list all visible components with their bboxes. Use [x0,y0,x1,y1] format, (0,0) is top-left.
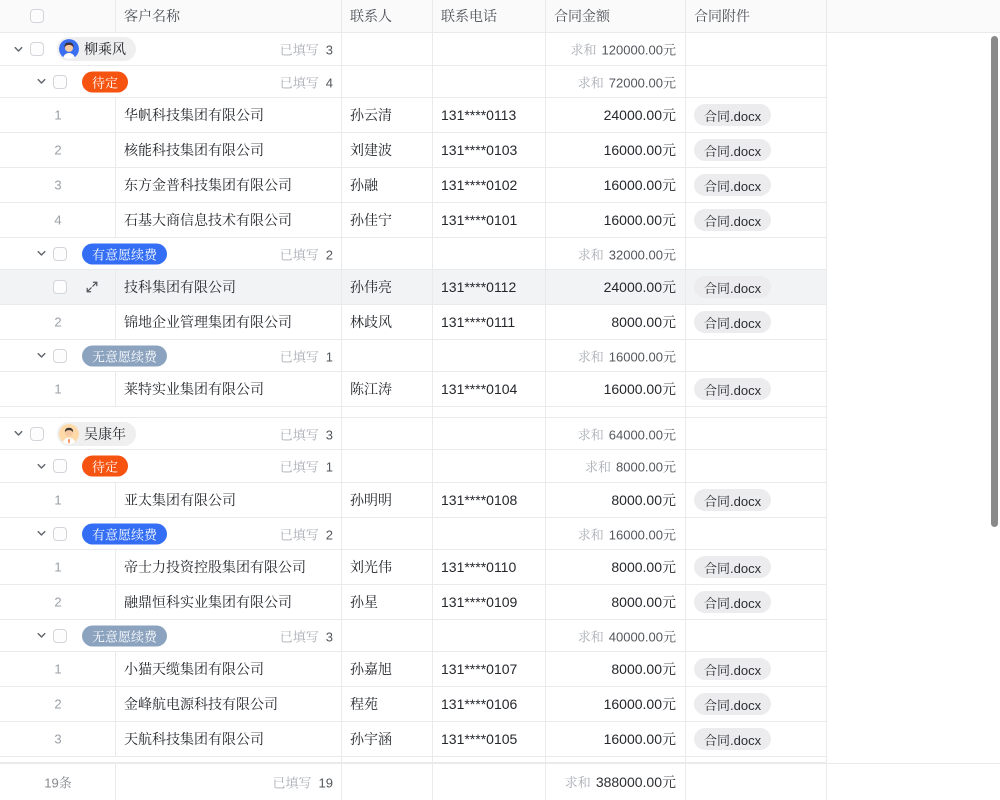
row-number: 1 [54,381,62,397]
subgroup-row[interactable] [0,620,827,652]
customer-name: 天航科技集团有限公司 [124,731,264,747]
footer-sum: 求和 388000.00元 [564,774,676,790]
table-row[interactable] [0,133,827,168]
customer-name: 石基大商信息技术有限公司 [124,212,292,228]
customer-name: 莱特实业集团有限公司 [124,381,264,397]
subgroup-checkbox[interactable] [53,629,67,643]
group-spacer [0,407,827,418]
table-row[interactable] [0,550,827,585]
row-number: 1 [54,107,62,123]
attachment-chip[interactable]: 合同.docx [694,311,771,333]
subgroup-row[interactable] [0,518,827,550]
group-sum: 求和 120000.00元 [570,42,676,58]
subgroup-sum: 求和 16000.00元 [577,527,676,542]
header-select-column [0,0,116,32]
subgroup-collapse-toggle[interactable] [35,76,47,88]
group-collapse-toggle[interactable] [12,428,24,440]
row-number: 2 [54,594,62,610]
person-name: 吴康年 [84,425,126,442]
footer-filled-cell [116,764,342,800]
chevron-down-icon [13,44,24,55]
status-badge: 待定 [82,456,128,477]
table-row[interactable] [0,722,827,757]
contact-phone: 131****0108 [441,492,518,508]
contact-phone: 131****0102 [441,177,518,193]
table-footer [0,763,1000,800]
subgroup-collapse-toggle[interactable] [35,350,47,362]
status-badge: 有意愿续费 [82,523,167,544]
contract-amount: 8000.00元 [611,661,676,677]
column-header-contact[interactable]: 联系人 [342,0,433,32]
row-number: 3 [54,177,62,193]
subgroup-checkbox[interactable] [53,247,67,261]
contact-phone: 131****0111 [441,314,516,330]
row-number: 3 [54,731,62,747]
column-header-amount[interactable]: 合同金额 [546,0,686,32]
chevron-down-icon [36,461,47,472]
expand-record-icon [85,280,99,294]
attachment-chip[interactable]: 合同.docx [694,556,771,578]
table-row[interactable] [0,372,827,407]
contact-name: 孙云清 [350,107,392,123]
table-row[interactable] [0,585,827,620]
contact-phone: 131****0101 [441,212,518,228]
subgroup-sum: 求和 40000.00元 [577,629,676,644]
subgroup-sum: 求和 72000.00元 [577,75,676,90]
customer-name: 核能科技集团有限公司 [124,142,264,158]
filled-count: 已填写 1 [279,459,333,475]
column-header-customer-name[interactable]: 客户名称 [116,0,342,32]
table-row[interactable] [0,687,827,722]
chevron-down-icon [36,350,47,361]
record-count: 19条 [44,775,72,791]
table-row[interactable] [0,652,827,687]
chevron-down-icon [36,630,47,641]
table-header [0,0,1000,33]
contact-phone: 131****0107 [441,661,518,677]
subgroup-checkbox[interactable] [53,527,67,541]
group-row[interactable] [0,418,827,450]
contract-amount: 16000.00元 [603,142,676,158]
subgroup-checkbox[interactable] [53,459,67,473]
customer-name: 亚太集团有限公司 [124,492,236,508]
subgroup-collapse-toggle[interactable] [35,248,47,260]
contract-amount: 8000.00元 [611,492,676,508]
contract-amount: 24000.00元 [603,279,676,295]
contract-amount: 16000.00元 [603,177,676,193]
subgroup-collapse-toggle[interactable] [35,528,47,540]
avatar-male [59,424,79,444]
contract-amount: 16000.00元 [603,212,676,228]
contact-name: 孙伟亮 [350,279,392,295]
attachment-chip[interactable]: 合同.docx [694,139,771,161]
footer-record-count-cell [0,764,116,800]
subgroup-collapse-toggle[interactable] [35,460,47,472]
filled-count: 已填写 3 [279,42,333,58]
table-row[interactable] [0,168,827,203]
table-row[interactable] [0,483,827,518]
contact-name: 陈江涛 [350,381,392,397]
contact-name: 程苑 [350,696,378,712]
customer-name: 小猫天缆集团有限公司 [124,661,264,677]
subgroup-checkbox[interactable] [53,75,67,89]
attachment-chip[interactable]: 合同.docx [694,693,771,715]
contact-name: 孙明明 [350,492,392,508]
row-number: 1 [54,492,62,508]
subgroup-sum: 求和 8000.00元 [584,459,676,475]
customer-name: 技科集团有限公司 [124,279,236,295]
status-badge: 待定 [82,71,128,92]
person-name: 柳乘风 [84,41,126,57]
contact-phone: 131****0104 [441,381,518,397]
filled-count: 已填写 2 [279,527,333,542]
status-badge: 无意愿续费 [82,625,167,646]
chevron-down-icon [36,76,47,87]
contact-name: 孙宇涵 [350,731,392,747]
expand-record-button[interactable] [85,280,99,294]
filled-count: 已填写 3 [279,629,333,644]
contract-amount: 8000.00元 [611,594,676,610]
filled-count: 已填写 3 [279,427,333,442]
table-row[interactable] [0,98,827,133]
subgroup-row[interactable] [0,450,827,483]
contact-phone: 131****0105 [441,731,518,747]
contact-name: 孙佳宁 [350,212,392,228]
customer-name: 华帆科技集团有限公司 [124,107,264,123]
table-row[interactable] [0,270,827,305]
contact-name: 刘光伟 [350,559,392,575]
subgroup-row[interactable] [0,66,827,98]
chevron-down-icon [36,248,47,259]
attachment-chip[interactable]: 合同.docx [694,276,771,298]
contact-name: 林歧风 [350,314,392,330]
attachment-chip[interactable]: 合同.docx [694,174,771,196]
group-collapse-toggle[interactable] [12,43,24,55]
subgroup-sum: 求和 16000.00元 [577,349,676,364]
contact-name: 孙融 [350,177,378,193]
person-chip [57,422,136,446]
attachment-chip[interactable]: 合同.docx [694,209,771,231]
subgroup-row[interactable] [0,340,827,372]
select-all-checkbox[interactable] [30,9,44,23]
status-badge: 无意愿续费 [82,345,167,366]
contact-phone: 131****0112 [441,279,517,295]
contact-phone: 131****0109 [441,594,518,610]
attachment-chip[interactable]: 合同.docx [694,378,771,400]
contact-phone: 131****0110 [441,559,517,575]
row-number: 2 [54,696,62,712]
row-number: 1 [54,661,62,677]
footer-filled-count: 已填写 19 [272,775,333,791]
vertical-scrollbar[interactable] [991,36,998,527]
customer-name: 帝士力投资控股集团有限公司 [124,559,306,575]
row-number: 4 [54,212,62,228]
contract-amount: 16000.00元 [603,731,676,747]
customer-name: 锦地企业管理集团有限公司 [124,314,292,330]
attachment-chip[interactable]: 合同.docx [694,728,771,750]
group-checkbox[interactable] [30,42,44,56]
attachment-chip[interactable]: 合同.docx [694,658,771,680]
person-chip [57,37,136,61]
table-row[interactable] [0,305,827,340]
contact-name: 孙星 [350,594,378,610]
customer-name: 东方金普科技集团有限公司 [124,177,292,193]
row-number: 2 [54,314,62,330]
chevron-down-icon [13,428,24,439]
status-badge: 有意愿续费 [82,243,167,264]
subgroup-collapse-toggle[interactable] [35,630,47,642]
row-number: 1 [54,559,62,575]
contract-amount: 8000.00元 [611,559,676,575]
contract-amount: 16000.00元 [603,696,676,712]
table-body [0,33,1000,763]
contract-amount: 16000.00元 [603,381,676,397]
group-row[interactable] [0,33,827,66]
avatar-female [59,39,79,59]
contract-amount: 24000.00元 [603,107,676,123]
table-row[interactable] [0,203,827,238]
column-header-attachment[interactable]: 合同附件 [686,0,827,32]
filled-count: 已填写 4 [279,75,333,90]
attachment-chip[interactable]: 合同.docx [694,104,771,126]
footer-sum-cell [546,764,686,800]
contact-name: 孙嘉旭 [350,661,392,677]
row-checkbox[interactable] [53,280,67,294]
contact-phone: 131****0106 [441,696,518,712]
contact-phone: 131****0103 [441,142,518,158]
group-sum: 求和 64000.00元 [577,427,676,442]
contract-amount: 8000.00元 [611,314,676,330]
filled-count: 已填写 1 [279,349,333,364]
customer-name: 融鼎恒科实业集团有限公司 [124,594,292,610]
chevron-down-icon [36,528,47,539]
column-header-phone[interactable]: 联系电话 [433,0,546,32]
subgroup-row[interactable] [0,238,827,270]
row-number: 2 [54,142,62,158]
contact-name: 刘建波 [350,142,392,158]
contact-phone: 131****0113 [441,107,517,123]
customer-name: 金峰航电源科技有限公司 [124,696,278,712]
filled-count: 已填写 2 [279,247,333,262]
group-checkbox[interactable] [30,427,44,441]
subgroup-checkbox[interactable] [53,349,67,363]
attachment-chip[interactable]: 合同.docx [694,489,771,511]
attachment-chip[interactable]: 合同.docx [694,591,771,613]
subgroup-sum: 求和 32000.00元 [577,247,676,262]
